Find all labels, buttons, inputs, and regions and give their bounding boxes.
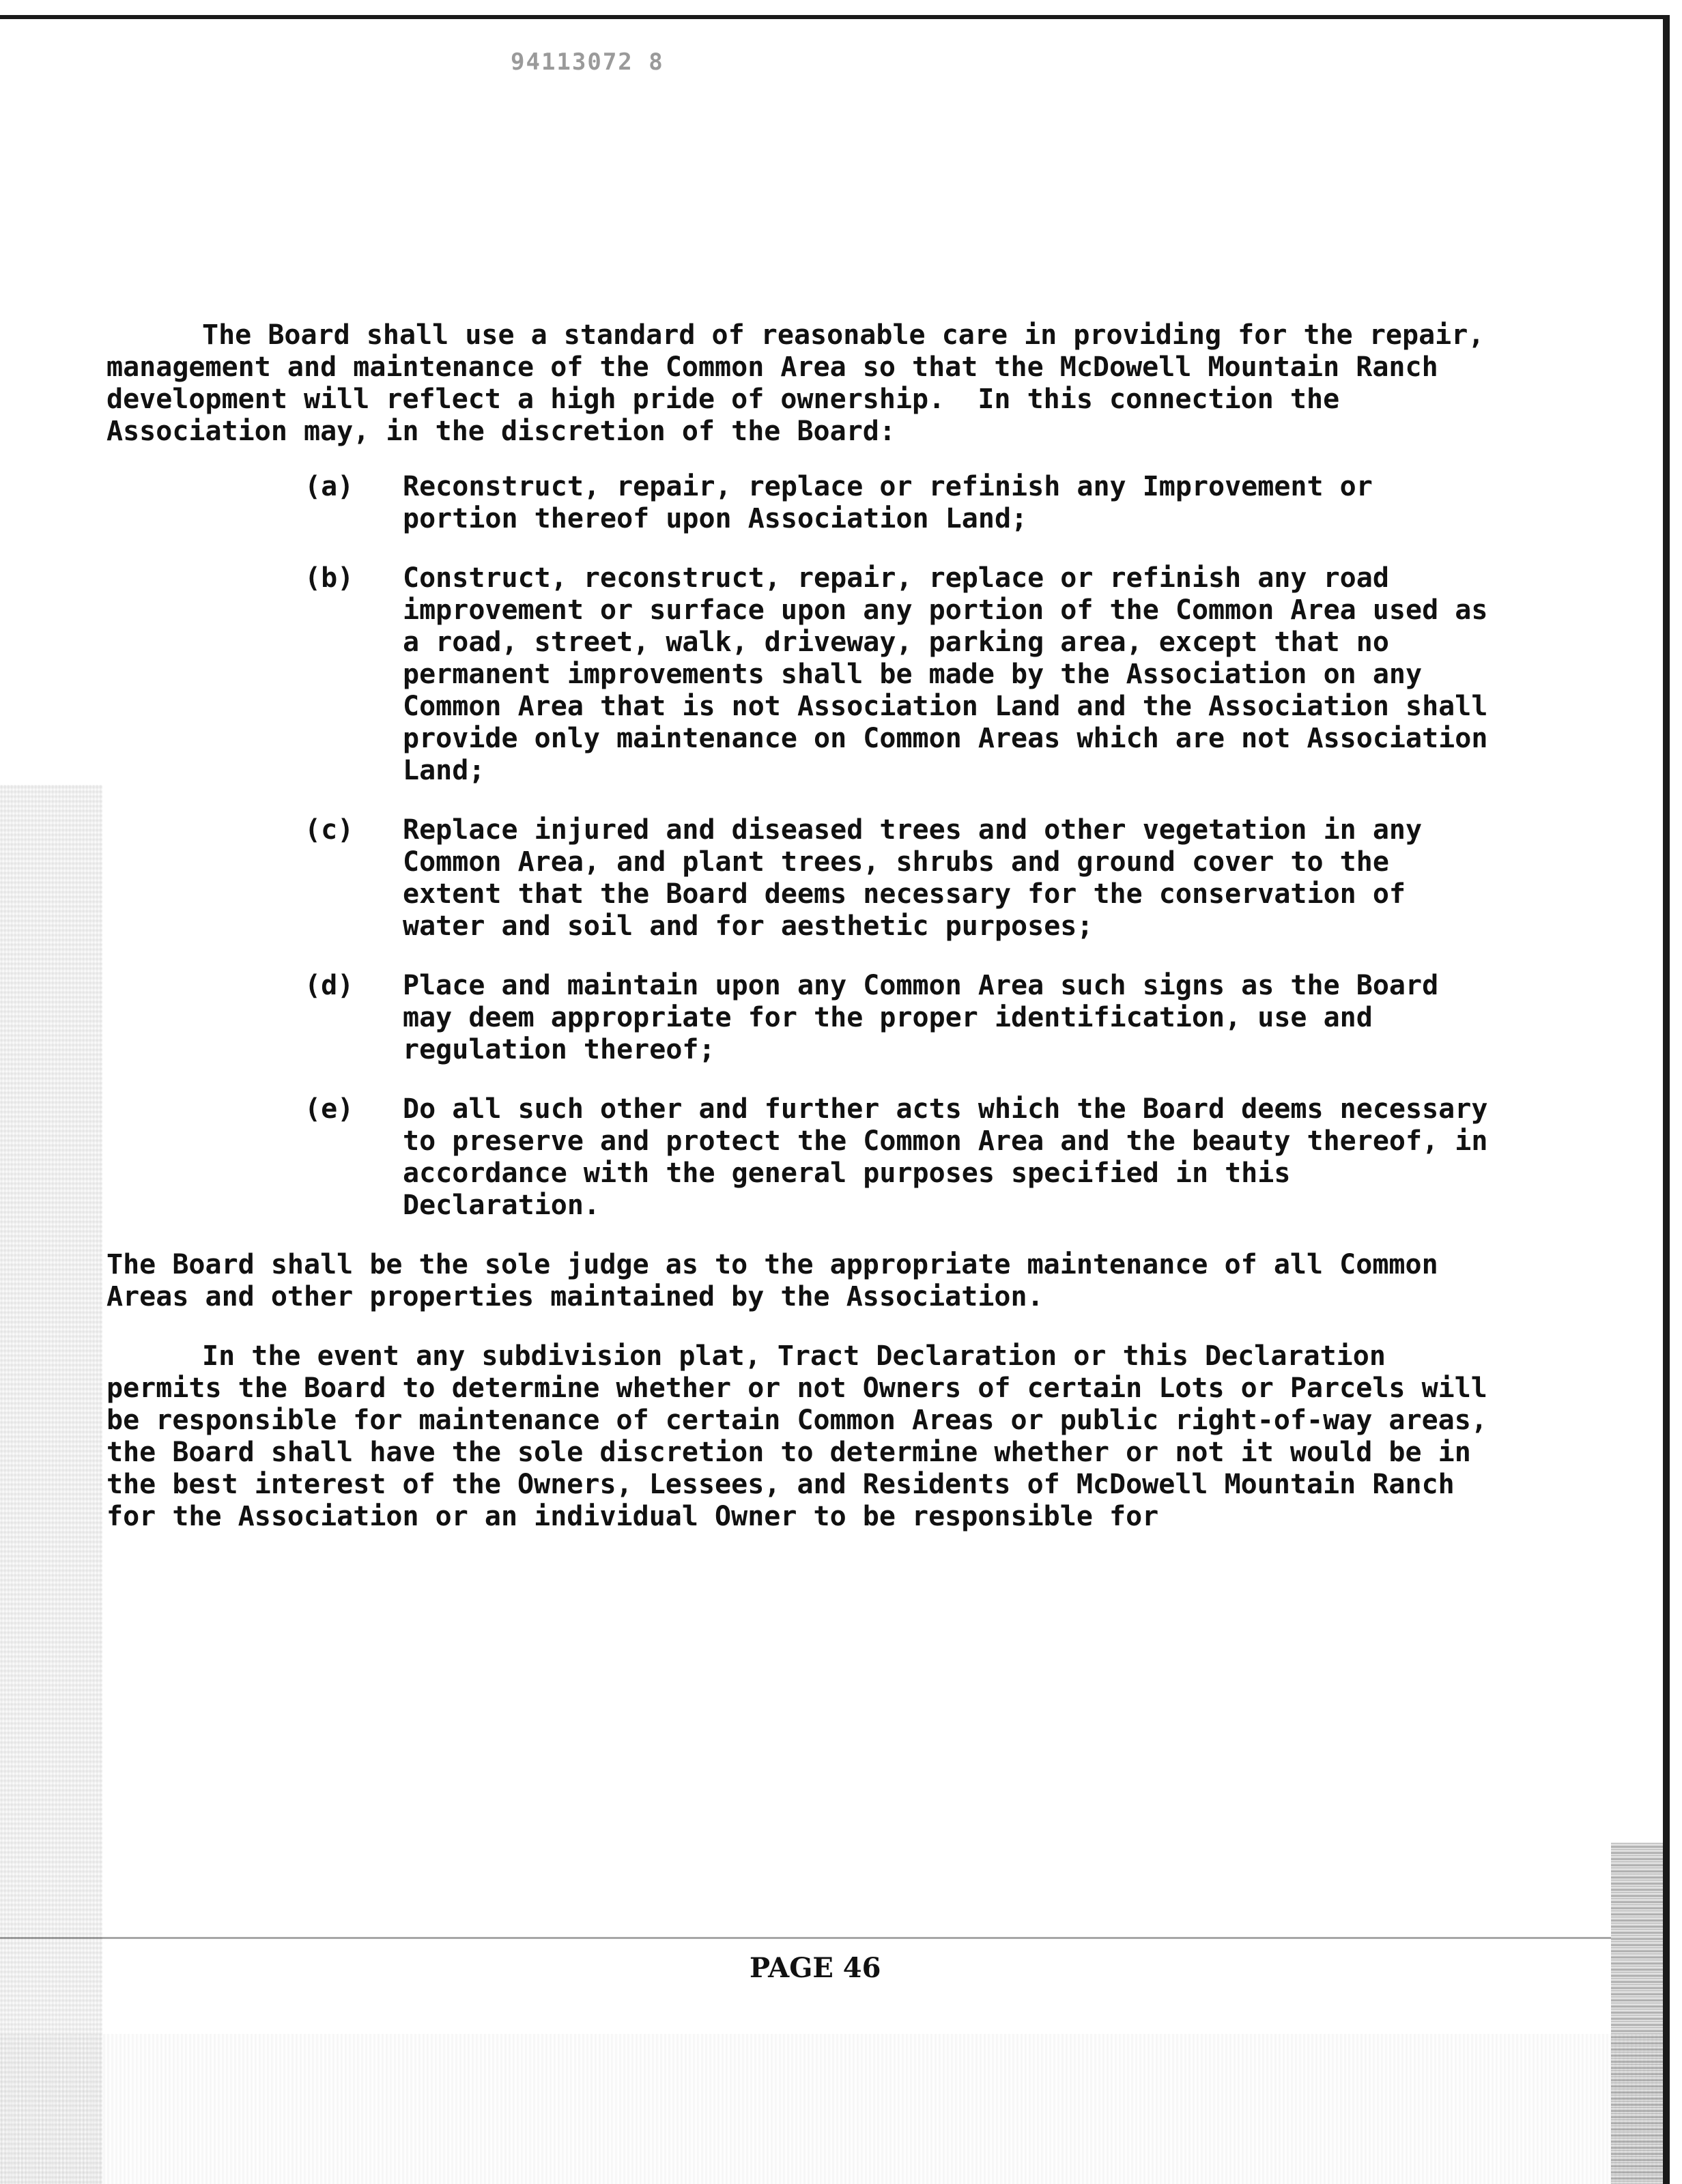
paragraph-event: In the event any subdivision plat, Tract Declaration or this Declaration permits the Board to determine whether or not Owners of certain Lots or Parcels will be responsible for maintenance of certain Common Areas or public right-of-way areas, the Board shall have the sole discretion to determine whether or not it would be in the best interest of the Owners, Lessees, and Residents of McDowell Mountain Ranch for the Association or an individual Owner to be responsible for: [106, 1340, 1504, 1532]
page-number: PAGE 46: [750, 1952, 881, 1984]
list-item-text: Do all such other and further acts which the Board deems necessary to preserve and protect the Common Area and the beauty thereof, in accordance with the general purposes specified in this Declaration.: [403, 1093, 1505, 1221]
document-body: [106, 319, 1513, 1533]
powers-list: [106, 471, 1513, 1222]
scan-rule-bottom: [0, 1937, 1611, 1939]
list-item-d: [304, 970, 1513, 1066]
list-marker: (a): [304, 471, 354, 502]
document-number-stamp: 94113072 8: [511, 48, 664, 76]
list-item-text: Place and maintain upon any Common Area such signs as the Board may deem appropriate for the proper identification, use and regulation thereof;: [403, 970, 1455, 1065]
list-item-e: [304, 1093, 1513, 1222]
list-item-text: Construct, reconstruct, repair, replace or refinish any road improvement or surface upon any portion of the Common Area used as a road, street, walk, driveway, parking area, except that no permanent improvements shall be made by the Association on any Common Area that is not Association Land and the Association shall provide only maintenance on Common Areas which are not Association Land;: [403, 562, 1505, 786]
list-marker: (c): [304, 814, 354, 846]
paragraph-sole-judge: The Board shall be the sole judge as to the appropriate maintenance of all Common Areas and other properties maintained by the Association.: [106, 1249, 1455, 1312]
list-marker: (b): [304, 562, 354, 594]
list-marker: (d): [304, 970, 354, 1001]
paragraph-intro: The Board shall use a standard of reasonable care in providing for the repair, management and maintenance of the Common Area so that the McDowell Mountain Ranch development will reflect a high pride of ownership. In this connection the Association may, in the discretion of the Board:: [106, 319, 1501, 447]
scan-border-right: [1663, 15, 1670, 2184]
paragraph-gap: [106, 1313, 1513, 1340]
scan-border-top: [0, 15, 1668, 19]
list-item-b: [304, 562, 1513, 787]
list-item-c: [304, 814, 1513, 943]
list-item-a: [304, 471, 1513, 535]
scan-noise-bottom: [0, 2034, 1666, 2184]
list-item-text: Replace injured and diseased trees and other vegetation in any Common Area, and plant trees, shrubs and ground cover to the extent that the Board deems necessary for the conservation of water and soil and for aesthetic purposes;: [403, 814, 1439, 942]
scan-noise-left: [0, 785, 102, 2184]
list-item-text: Reconstruct, repair, replace or refinish any Improvement or portion thereof upon Association Land;: [403, 471, 1389, 534]
list-marker: (e): [304, 1093, 354, 1125]
